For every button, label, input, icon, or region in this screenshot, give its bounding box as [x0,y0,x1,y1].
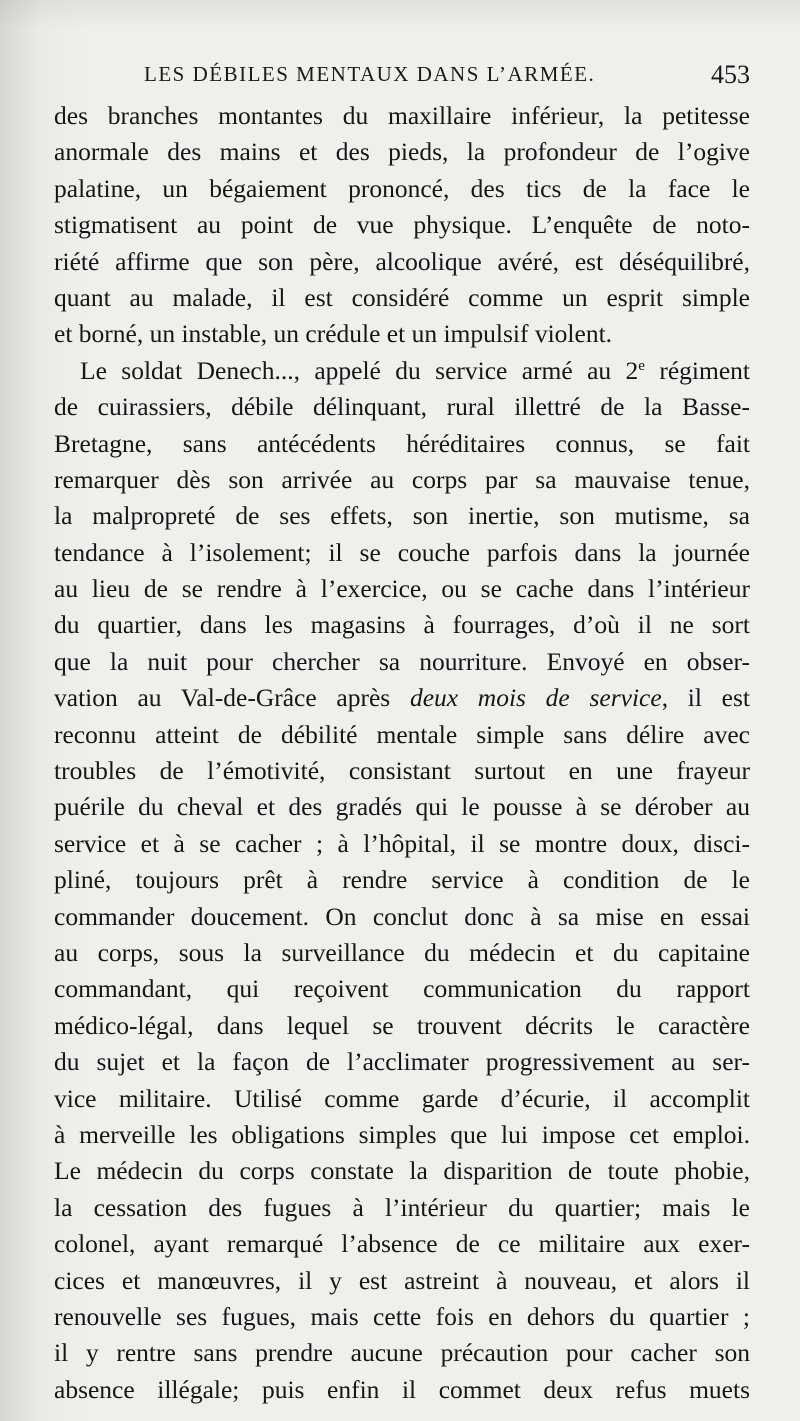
page-header [60,62,750,102]
text-line: tendance à l’isolement; il se couche parfois dans la journée [54,537,750,567]
text-segment: vation au Val-de-Grâce après [54,683,410,713]
text-line: absence illégale; puis enfin il commet deux refus muets [54,1374,750,1404]
text-line: colonel, ayant remarqué l’absence de ce militaire aux exer- [54,1229,750,1259]
text-line: commander doucement. On conclut donc à sa mise en essai [54,901,750,931]
text-line [54,353,750,389]
text-line: reconnu atteint de débilité mentale simple sans délire avec [54,719,750,749]
text-line: pliné, toujours prêt à rendre service à condition de le [54,865,750,895]
text-segment: Le soldat Denech..., appelé du service armé au 2 [80,355,639,385]
text-line: médico-légal, dans lequel se trouvent décrits le caractère [54,1010,750,1040]
italic-text: deux mois de service [409,683,662,713]
text-line: puérile du cheval et des gradés qui le pousse à se dérober au [54,792,750,822]
text-line: de cuirassiers, débile délinquant, rural illettré de la Basse- [54,392,750,422]
text-line: vice militaire. Utilisé comme garde d’écurie, il accomplit [54,1083,750,1113]
body-text [54,98,750,1408]
text-line: riété affirme que son père, alcoolique avéré, est déséquilibré, [54,246,750,276]
text-segment: , il est [661,683,750,713]
text-line: que la nuit pour chercher sa nourriture. Envoyé en obser- [54,646,750,676]
superscript: e [638,357,645,374]
text-line: cices et manœuvres, il y est astreint à nouveau, et alors il [54,1265,750,1295]
text-line: des branches montantes du maxillaire inférieur, la petitesse [54,101,750,130]
text-line: et borné, un instable, un crédule et un impulsif violent. [54,319,613,349]
running-title: LES DÉBILES MENTAUX DANS L’ARMÉE. [144,62,596,86]
text-line: troubles de l’émotivité, consistant surtout en une frayeur [54,756,750,786]
text-line: stigmatisent au point de vue physique. L’enquête de noto- [54,210,750,240]
text-line: du quartier, dans les magasins à fourrages, d’où il ne sort [54,610,750,640]
text-line: quant au malade, il est considéré comme un esprit simple [54,282,750,312]
text-line: la cessation des fugues à l’intérieur du quartier; mais le [54,1192,750,1222]
text-line: du sujet et la façon de l’acclimater progressivement au ser- [54,1047,750,1077]
text-line: remarquer dès son arrivée au corps par sa mauvaise tenue, [54,464,750,494]
text-line: au lieu de se rendre à l’exercice, ou se cache dans l’intérieur [54,574,750,604]
text-line: Bretagne, sans antécédents héréditaires connus, se fait [54,428,750,458]
text-line: service et à se cacher ; à l’hôpital, il se montre doux, disci- [54,828,750,858]
text-line: renouvelle ses fugues, mais cette fois en dehors du quartier ; [54,1301,750,1331]
text-line: il y rentre sans prendre aucune précaution pour cacher son [54,1338,750,1368]
text-line: commandant, qui reçoivent communication du rapport [54,974,750,1004]
page-number: 453 [711,60,750,89]
text-line: Le médecin du corps constate la disparition de toute phobie, [54,1156,750,1186]
text-segment: régiment [644,355,750,385]
text-line: la malpropreté de ses effets, son inertie, son mutisme, sa [54,501,750,531]
text-line: anormale des mains et des pieds, la profondeur de l’ogive [54,137,750,167]
text-line: au corps, sous la surveillance du médecin et du capitaine [54,937,750,967]
text-line: à merveille les obligations simples que lui impose cet emploi. [54,1119,750,1149]
text-line: palatine, un bégaiement prononcé, des tics de la face le [54,173,750,203]
text-line [54,680,750,716]
